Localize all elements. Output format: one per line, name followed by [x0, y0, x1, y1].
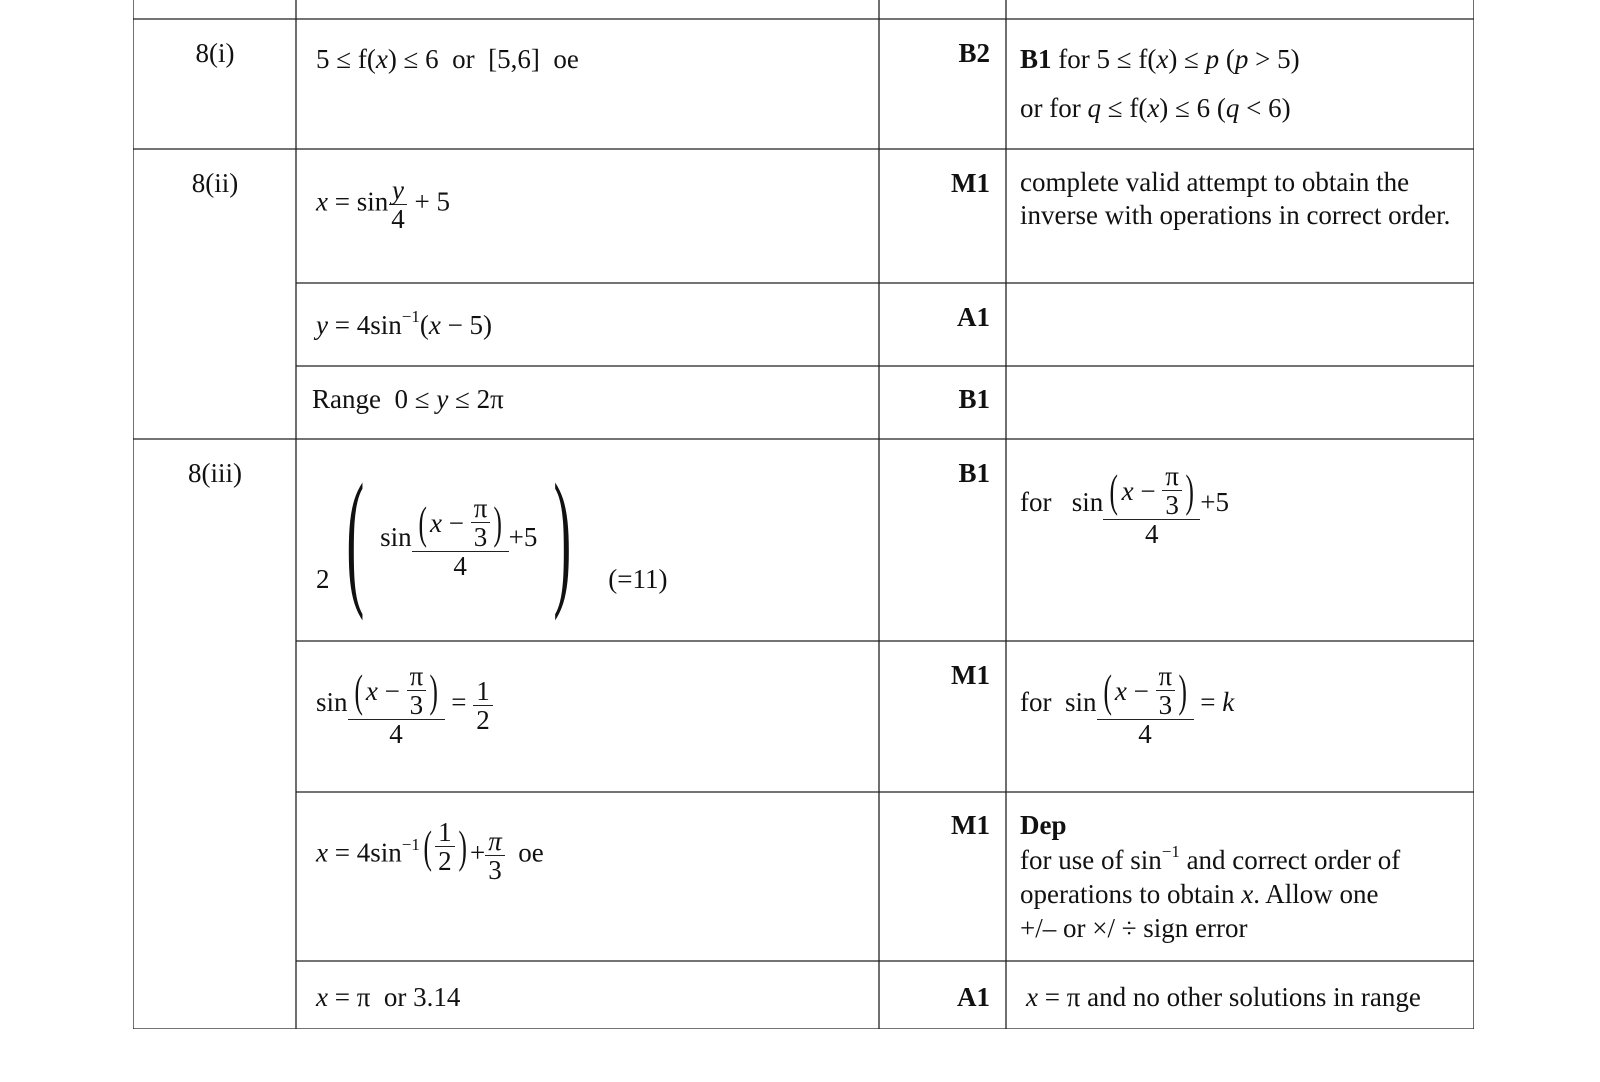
guidance-8i-line2: or for q ≤ f(x) ≤ 6 (q < 6): [1020, 93, 1291, 123]
guidance-8iii-a1: x = π and no other solutions in range: [1026, 982, 1421, 1012]
mark-8iii-b1: B1: [958, 458, 990, 488]
question-number-8ii: 8(ii): [191, 168, 239, 198]
mark-8i: B2: [958, 38, 990, 68]
answer-8iii-composite: 2 ( sin ( x − $\frac{\pi}{3}$ ) 4 +5 ) (=11): [316, 453, 668, 621]
question-number-8iii: 8(iii): [188, 458, 242, 488]
guidance-8i-line1: B1 for 5 ≤ f(x) ≤ p (p > 5): [1020, 44, 1300, 74]
answer-8i: 5 ≤ f(x) ≤ 6 or [5,6] oe: [316, 44, 579, 74]
guidance-8ii: complete valid attempt to obtain the inverse with operations in correct order.: [1020, 167, 1451, 230]
guidance-8iii-dep-line3: +/– or ×/ ÷ sign error: [1020, 913, 1248, 943]
mark-8ii-m1: M1: [951, 168, 990, 198]
mark-8iii-a1: A1: [957, 982, 990, 1012]
guidance-8iii-dep-line1: for use of $\sin^{-1}$ and correct order of: [1020, 842, 1401, 875]
guidance-8iii-dep-line2: operations to obtain x. Allow one: [1020, 879, 1379, 909]
answer-8iii-solution-form: $x = 4\sin^{-1}$ ( $\frac{1}{2}$ ) + $\frac{\pi}{3}$ oe: [316, 817, 544, 885]
question-number-8i: 8(i): [195, 38, 235, 68]
answer-8ii-arcsin: $y = 4\sin^{-1}(x - 5)$: [316, 307, 493, 340]
mark-8ii-b1: B1: [958, 384, 990, 414]
mark-8iii-m1-first: M1: [951, 660, 990, 690]
answer-8ii-range: Range 0 ≤ y ≤ 2π: [312, 384, 504, 414]
answer-8iii-equation: sin ( x − $\frac{\pi}{3}$ ) 4 = $\frac{1}{2}$: [316, 662, 493, 748]
guidance-dep-label: Dep: [1020, 810, 1067, 840]
guidance-8iii-m1-first: for sin ( x − $\frac{\pi}{3}$ ) 4 = k: [1020, 661, 1235, 749]
answer-8iii-final: x = π or 3.14: [316, 982, 461, 1012]
mark-8iii-m1-dep: M1: [951, 810, 990, 840]
guidance-8iii-b1: for sin ( x − $\frac{\pi}{3}$ ) 4 +5: [1020, 461, 1229, 549]
mark-8ii-a1: A1: [957, 302, 990, 332]
answer-8ii-inverse: x = sin $\frac{y}{4}$ + 5: [316, 175, 450, 234]
